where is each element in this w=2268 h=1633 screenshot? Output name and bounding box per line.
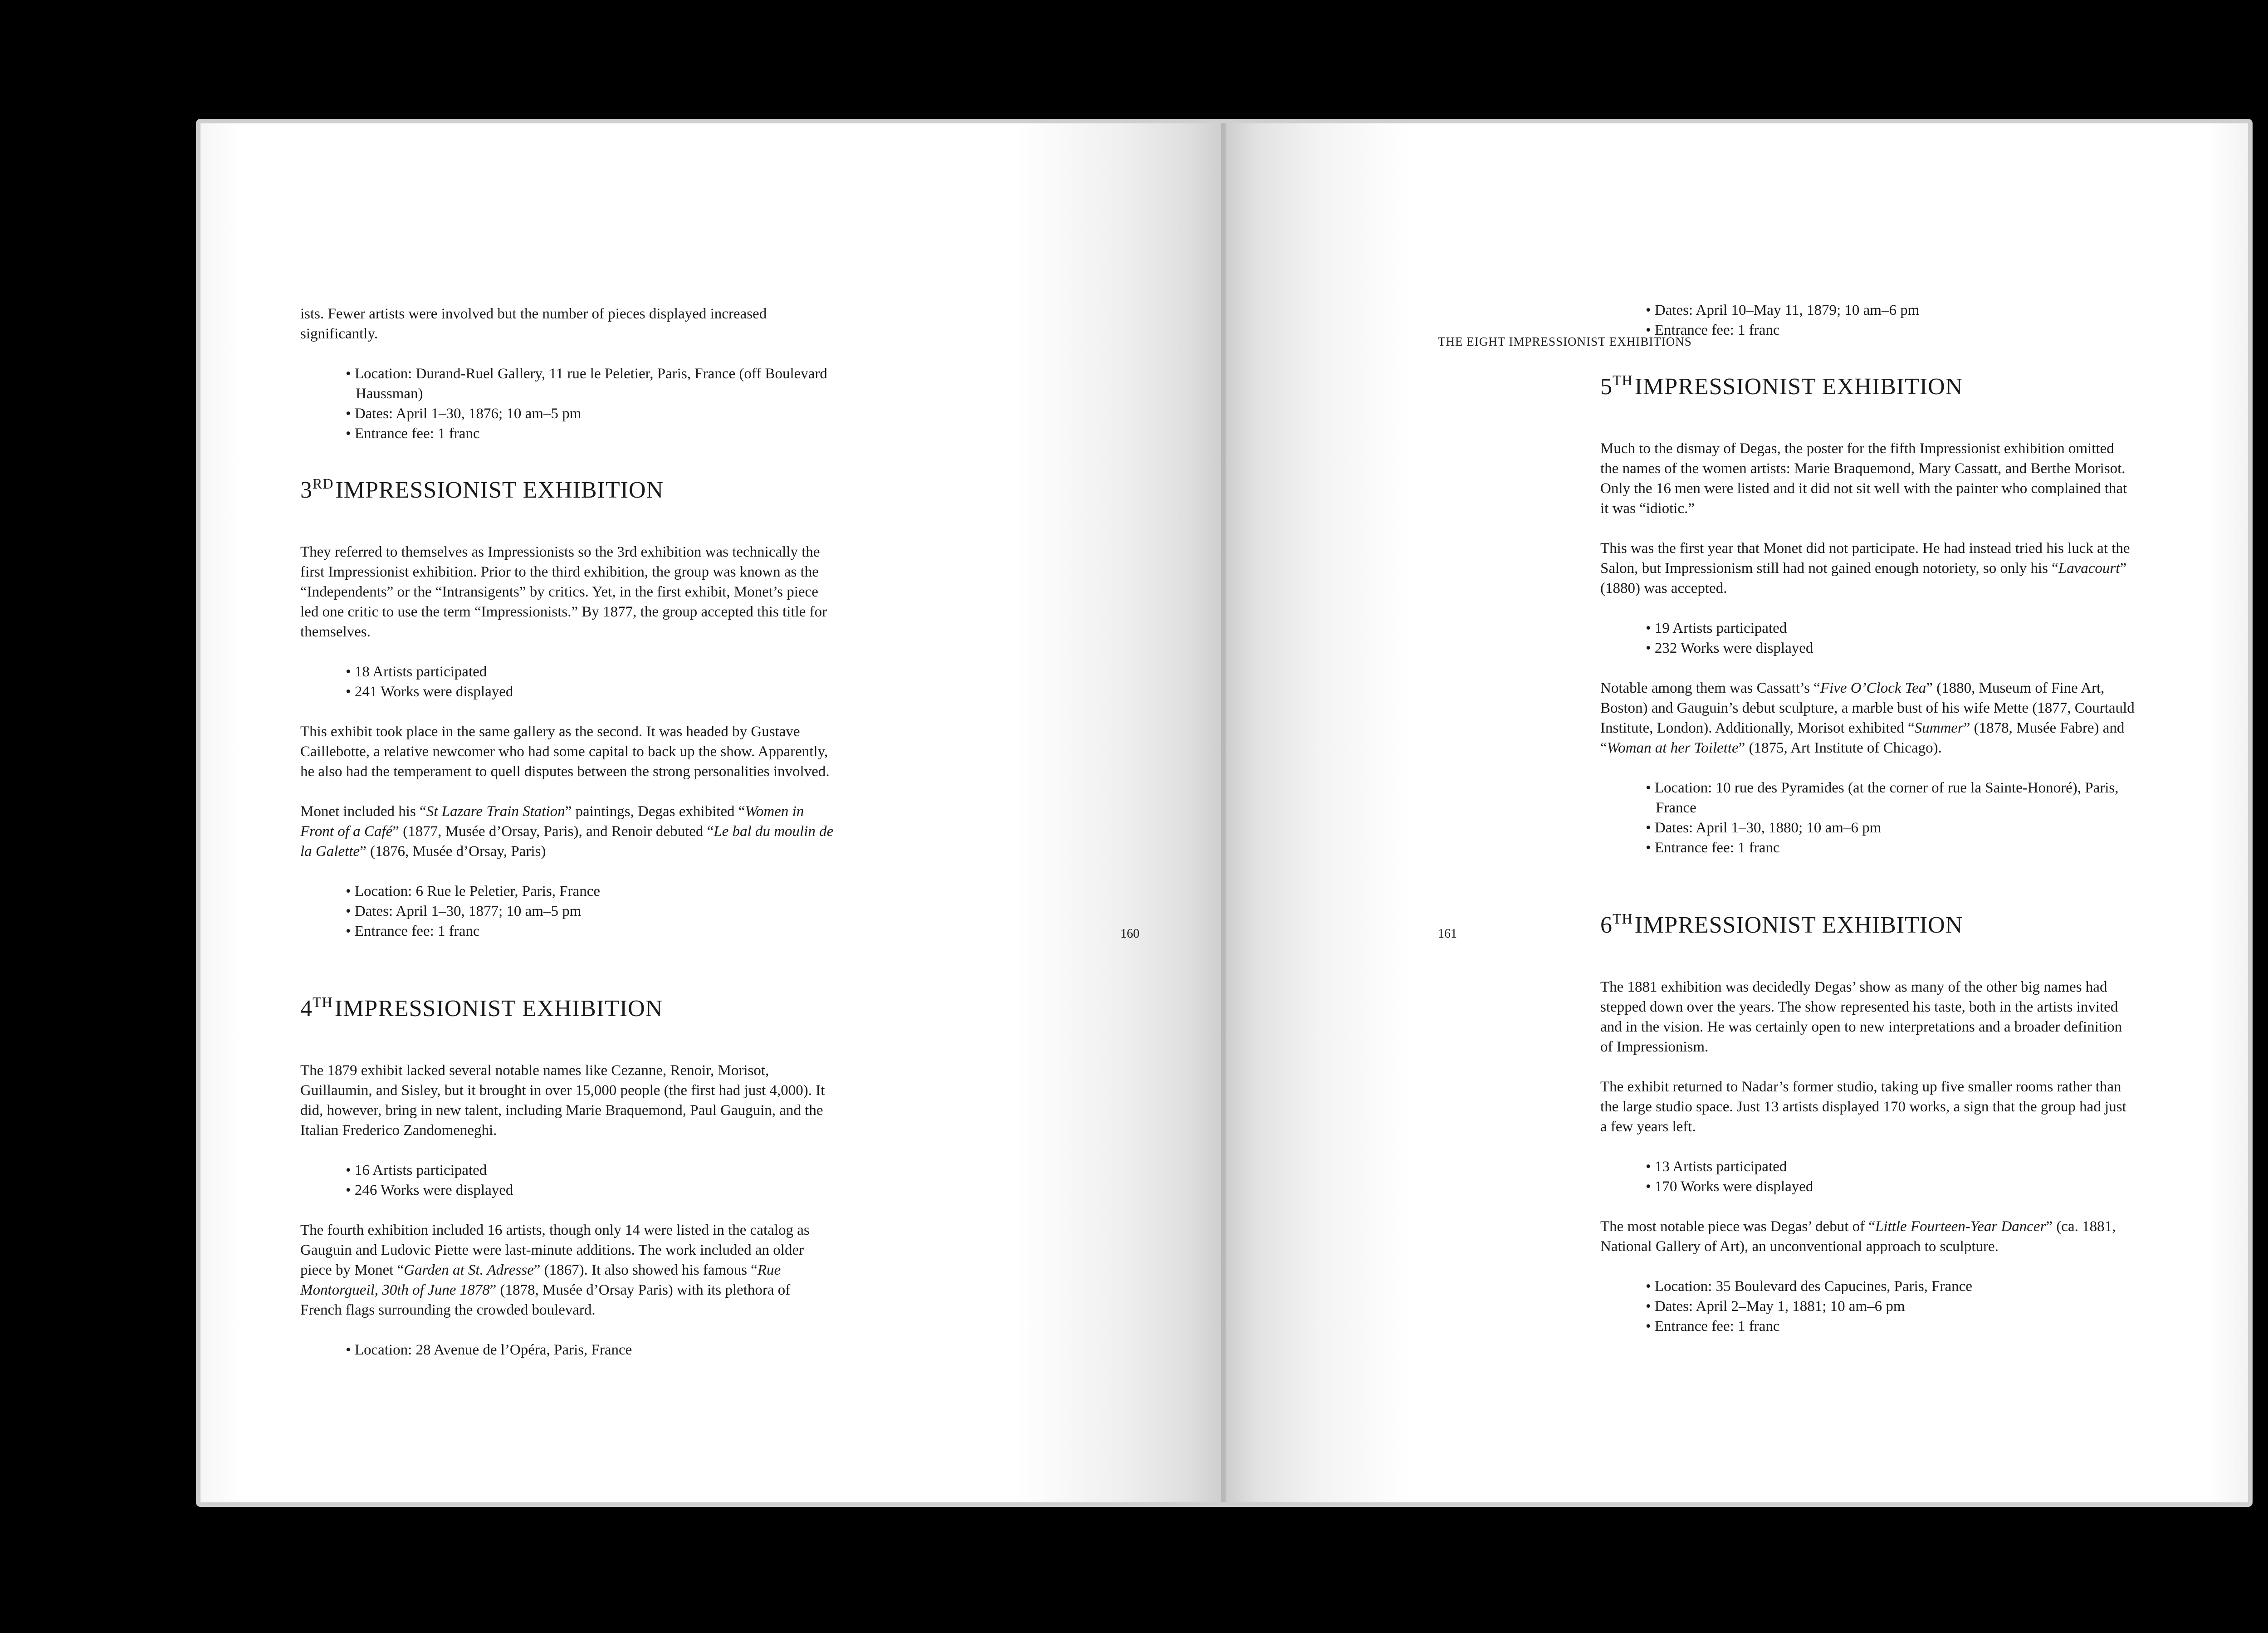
detail-item: • 16 Artists participated [346,1160,836,1180]
detail-item: • 18 Artists participated [346,662,836,682]
detail-item: • Entrance fee: 1 franc [346,921,836,941]
exhibition-6-details [1600,1276,2136,1336]
detail-item: • 13 Artists participated [1646,1157,2136,1177]
exhibition-4-details-continued [1600,300,2136,340]
detail-item: • Entrance fee: 1 franc [1646,1316,2136,1336]
exhibition-6-stats [1600,1157,2136,1197]
paragraph: The 1879 exhibit lacked several notable names like Cezanne, Renoir, Morisot, Guillaumin, and Sisley, but it brought in over 15,000 people (the first had just 4,000). It did, however, bring in new talent, including Marie Braquemond, Paul Gauguin, and the Italian Frederico Zandomeneghi. [300,1062,825,1139]
detail-item: • Dates: April 1–30, 1876; 10 am–5 pm [346,404,836,424]
detail-item: • Dates: April 2–May 1, 1881; 10 am–6 pm [1646,1296,2136,1316]
exhibition-4-stats [300,1160,836,1200]
heading-6th-exhibition: 6THIMPRESSIONIST EXHIBITION [1600,910,1963,938]
detail-item: • Location: 28 Avenue de l’Opéra, Paris, France [346,1340,836,1360]
paragraph: This exhibit took place in the same gallery as the second. It was headed by Gustave Caillebotte, a relative newcomer who had some capital to back up the show. Apparently, he also had the temperament to quell disputes between the strong personalities involved. [300,724,830,780]
left-page [200,123,1221,1502]
paragraph: The fourth exhibition included 16 artists, though only 14 were listed in the catalog as Gauguin and Ludovic Piette were last-minute additions. The work included an older piece by Monet “Garden at St. Adresse” (1867). It also showed his famous “Rue Montorgueil, 30th of June 1878” (1878, Musée d’Orsay Paris) with its plethora of French flags surrounding the crowded boulevard. [300,1222,810,1318]
right-page [1226,123,2248,1502]
heading-5th-exhibition: 5THIMPRESSIONIST EXHIBITION [1600,372,1963,400]
paragraph: Much to the dismay of Degas, the poster for the fifth Impressionist exhibition omitted the names of the women artists: Marie Braquemond, Mary Cassatt, and Berthe Morisot. Only the 16 men were listed and it did not sit well with the painter who complained that it was “idiotic.” [1600,440,2127,517]
detail-item: • Location: Durand-Ruel Gallery, 11 rue le Peletier, Paris, France (off Boulevard Haussman) [346,364,836,404]
exhibition-5-details [1600,778,2136,858]
detail-item: • Dates: April 10–May 11, 1879; 10 am–6 pm [1646,300,2136,320]
detail-item: • Entrance fee: 1 franc [1646,320,2136,340]
heading-4th-exhibition: 4THIMPRESSIONIST EXHIBITION [300,994,663,1022]
exhibition-2-details [300,364,836,444]
paragraph: Notable among them was Cassatt’s “Five O’Clock Tea” (1880, Museum of Fine Art, Boston) and Gauguin’s debut sculpture, a marble bust of his wife Mette (1877, Courtauld Institute, London). Additionally, Morisot exhibited “Summer” (1878, Musée Fabre) and “Woman at her Toilette” (1875, Art Institute of Chicago). [1600,680,2135,756]
exhibition-3-stats [300,662,836,702]
page-number-right: 161 [1438,927,1457,941]
detail-item: • Entrance fee: 1 franc [1646,838,2136,858]
detail-item: • 232 Works were displayed [1646,638,2136,658]
paragraph: This was the first year that Monet did not participate. He had instead tried his luck at the Salon, but Impressionism still had not gained enough notoriety, so only his “Lavacourt” (1880) was accepted. [1600,540,2130,596]
detail-item: • 170 Works were displayed [1646,1177,2136,1197]
left-text-column [300,304,836,1380]
detail-item: • Location: 6 Rue le Peletier, Paris, France [346,881,836,901]
detail-item: • 19 Artists participated [1646,618,2136,638]
detail-item: • Dates: April 1–30, 1877; 10 am–5 pm [346,901,836,921]
continued-paragraph: ists. Fewer artists were involved but the number of pieces displayed increased significantly. [300,306,767,342]
book-gutter [1221,123,1226,1502]
detail-item: • 246 Works were displayed [346,1180,836,1200]
right-text-column [1600,300,2136,1356]
heading-3rd-exhibition: 3RDIMPRESSIONIST EXHIBITION [300,475,664,503]
detail-item: • 241 Works were displayed [346,682,836,702]
paragraph: The 1881 exhibition was decidedly Degas’ show as many of the other big names had stepped down over the years. The show represented his taste, both in the artists invited and in the vision. He was certainly open to new interpretations and a broader definition of Impressionism. [1600,979,2122,1055]
open-book [196,119,2253,1507]
paragraph: The most notable piece was Degas’ debut of “Little Fourteen-Year Dancer” (ca. 1881, National Gallery of Art), an unconventional approach to sculpture. [1600,1218,2116,1255]
exhibition-3-details [300,881,836,941]
paragraph: Monet included his “St Lazare Train Station” paintings, Degas exhibited “Women in Front of a Café” (1877, Musée d’Orsay, Paris), and Renoir debuted “Le bal du moulin de la Galette” (1876, Musée d’Orsay, Paris) [300,803,834,860]
exhibition-5-stats [1600,618,2136,658]
detail-item: • Location: 10 rue des Pyramides (at the corner of rue la Sainte-Honoré), Paris, France [1646,778,2136,818]
detail-item: • Dates: April 1–30, 1880; 10 am–6 pm [1646,818,2136,838]
exhibition-4-details [300,1340,836,1360]
running-head: THE EIGHT IMPRESSIONIST EXHIBITIONS [1438,335,1692,348]
paragraph: The exhibit returned to Nadar’s former studio, taking up five smaller rooms rather than the large studio space. Just 13 artists displayed 170 works, a sign that the group had just a few years left. [1600,1079,2126,1135]
paragraph: They referred to themselves as Impressionists so the 3rd exhibition was technically the first Impressionist exhibition. Prior to the third exhibition, the group was known as the “Independents” or the “Intransigents” by critics. Yet, in the first exhibit, Monet’s piece led one critic to use the term “Impressionists.” By 1877, the group accepted this title for themselves. [300,544,827,640]
detail-item: • Location: 35 Boulevard des Capucines, Paris, France [1646,1276,2136,1296]
detail-item: • Entrance fee: 1 franc [346,424,836,444]
page-number-left: 160 [1120,927,1139,941]
